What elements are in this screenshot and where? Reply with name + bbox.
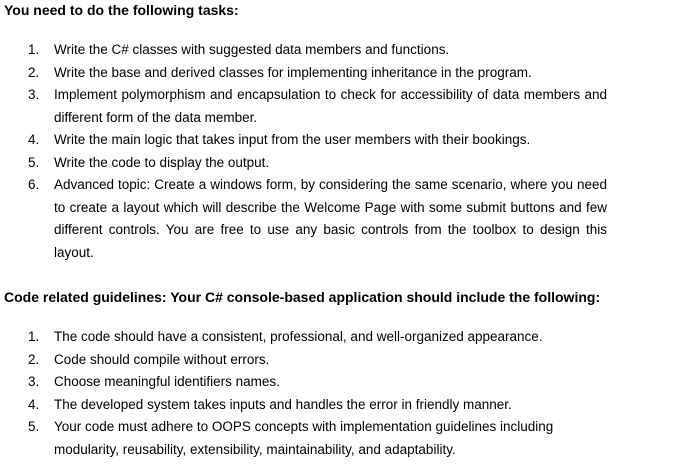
item-number: 4. (28, 396, 40, 412)
list-item (0, 326, 607, 349)
item-text: Write the main logic that takes input from the user members with their bookings. (54, 132, 531, 147)
list-item (0, 39, 607, 62)
list-item (0, 84, 607, 129)
item-number: 1. (28, 42, 40, 57)
list-item (0, 62, 607, 85)
item-number: 5. (28, 154, 40, 170)
item-text: Write the base and derived classes for implementing inheritance in the program. (54, 64, 532, 80)
item-text: Write the code to display the output. (54, 154, 270, 170)
item-text: Implement polymorphism and encapsulation to check for accessibility of data members and different form of the data member. (54, 87, 607, 125)
item-text: The developed system takes inputs and handles the error in friendly manner. (54, 396, 512, 412)
item-number: 2. (28, 64, 40, 80)
guidelines-list (0, 326, 607, 461)
item-text: Choose meaningful identifiers names. (54, 374, 280, 389)
item-text: The code should have a consistent, professional, and well-organized appearance. (54, 329, 543, 344)
item-text: Write the C# classes with suggested data members and functions. (54, 42, 450, 57)
item-number: 6. (28, 177, 40, 192)
list-item (0, 174, 607, 264)
list-item (0, 152, 607, 175)
item-number: 3. (28, 374, 40, 389)
item-text: Your code must adhere to OOPS concepts with implementation guidelines including modularity, reusability, extensibility, maintainability, and adaptability. (54, 419, 554, 457)
list-item (0, 416, 607, 461)
item-number: 3. (28, 87, 40, 102)
list-item (0, 349, 607, 372)
list-item (0, 371, 607, 394)
list-item (0, 394, 607, 417)
item-number: 2. (28, 351, 40, 367)
item-text: Code should compile without errors. (54, 351, 270, 367)
tasks-list (0, 39, 607, 264)
item-number: 1. (28, 329, 40, 344)
item-text: Advanced topic: Create a windows form, by considering the same scenario, where you need to create a layout which will describe the Welcome Page with some submit buttons and few different controls. You are free to use any basic controls from the toolbox to design this layout. (54, 177, 607, 260)
item-number: 5. (28, 419, 40, 434)
list-item (0, 129, 607, 152)
item-number: 4. (28, 132, 40, 147)
tasks-heading: You need to do the following tasks: (4, 2, 239, 18)
guidelines-heading: Code related guidelines: Your C# console-based application should include the following: (4, 289, 601, 305)
